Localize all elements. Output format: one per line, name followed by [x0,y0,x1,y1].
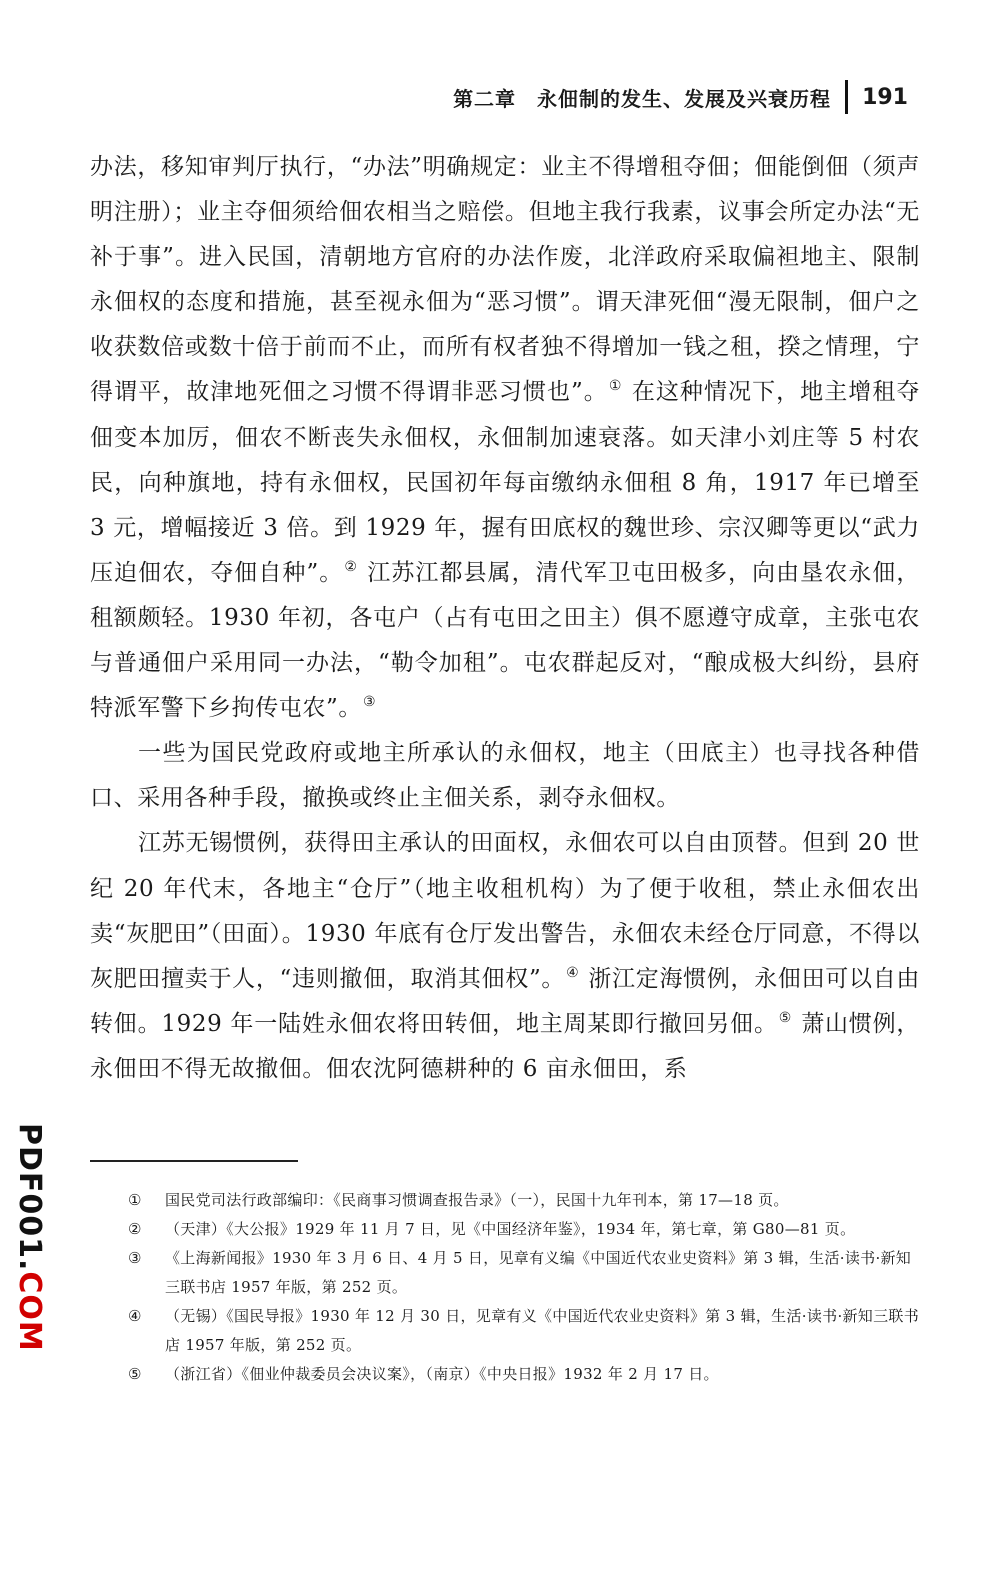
watermark [11,1123,47,1352]
running-header [453,78,908,116]
body-text [90,145,920,1092]
footnote-3 [128,1244,920,1302]
watermark-part-1: PDF001. [12,1123,47,1272]
text-run: 一些为国民党政府或地主所承认的永佃权，地主（田底主）也寻找各种借口、采用各种手段，撤换或终止主佃关系，剥夺永佃权。 [90,740,920,812]
footnote-2 [128,1215,920,1244]
footnote-number: ① [128,1191,142,1209]
footnote-ref-2[interactable]: ② [344,558,358,575]
footnote-ref-4[interactable]: ④ [566,964,580,981]
footnote-ref-1[interactable]: ① [608,378,623,395]
header-divider [845,80,848,114]
footnote-1 [128,1186,920,1215]
text-run: 办法，移知审判厅执行，“办法”明确规定：业主不得增租夺佃；佃能倒佃（须声明注册）；业主夺佃须给佃农相当之赔偿。但地主我行我素，议事会所定办法“无补于事”。进入民国，清朝地方官府的办法作废，北洋政府采取偏袒地主、限制永佃权的态度和措施，甚至视永佃为“恶习惯”。谓天津死佃“漫无限制，佃户之收获数倍或数十倍于前而不止，而所有权者独不得增加一钱之租，揆之情理，宁得谓平，故津地死佃之习惯不得谓非恶习惯也”。 [90,154,920,406]
footnote-number: ④ [128,1307,142,1325]
paragraph-1 [90,145,920,731]
footnote-ref-5[interactable]: ⑤ [778,1009,793,1026]
text-run: 浙江定海惯例，永佃田可以自由转佃。1929 年一陆姓永佃农将田转佃，地主周某即行撤回另佃。 [90,965,920,1037]
text-run: 萧山惯例，永佃田不得无故撤佃。佃农沈阿德耕种的 6 亩永佃田，系 [90,1010,921,1082]
footnote-text: 《上海新闻报》1930 年 3 月 6 日、4 月 5 日，见章有义编《中国近代农业史资料》第 3 辑，生活·读书·新知三联书店 1957 年版，第 252 页。 [165,1249,912,1296]
paragraph-2 [90,731,920,821]
text-run: 江苏江都县属，清代军卫屯田极多，向由垦农永佃，租额颇轻。1930 年初，各屯户（占有屯田之田主）俱不愿遵守成章，主张屯农与普通佃户采用同一办法，“勒令加租”。屯农群起反对，“酿成极大纠纷，县府特派军警下乡拘传屯农”。 [90,559,921,722]
paragraph-3 [90,821,920,1092]
footnotes [128,1186,920,1389]
footnote-text: （无锡）《国民导报》1930 年 12 月 30 日，见章有义《中国近代农业史资料》第 3 辑，生活·读书·新知三联书店 1957 年版，第 252 页。 [165,1307,920,1354]
footnote-number: ② [128,1220,142,1238]
page-number: 191 [862,84,908,110]
footnote-text: （浙江省）《佃业仲裁委员会决议案》，（南京）《中央日报》1932 年 2 月 17 日。 [165,1365,719,1383]
footnote-text: （天津）《大公报》1929 年 11 月 7 日，见《中国经济年鉴》，1934 年，第七章，第 G80—81 页。 [165,1220,856,1238]
watermark-part-2: COM [12,1271,47,1352]
footnote-ref-3[interactable]: ③ [362,694,377,711]
footnote-number: ③ [128,1249,142,1267]
footnote-5 [128,1360,920,1389]
footnote-number: ⑤ [128,1365,142,1383]
footnote-text: 国民党司法行政部编印：《民商事习惯调查报告录》（一），民国十九年刊本，第 17—18 页。 [165,1191,789,1209]
footnote-divider [90,1160,298,1162]
text-run: 在这种情况下，地主增租夺佃变本加厉，佃农不断丧失永佃权，永佃制加速衰落。如天津小刘庄等 5 村农民，向种旗地，持有永佃权，民国初年每亩缴纳永佃租 8 角，1917 年已增至 3 元，增幅接近 3 倍。到 1929 年，握有田底权的魏世珍、宗汉卿等更以“武力压迫佃农，夺佃自种”。 [90,379,920,586]
text-run: 江苏无锡惯例，获得田主承认的田面权，永佃农可以自由顶替。但到 20 世纪 20 年代末，各地主“仓厅”（地主收租机构）为了便于收租，禁止永佃农出卖“灰肥田”（田面）。1930 年底有仓厅发出警告，永佃农未经仓厅同意，不得以灰肥田擅卖于人，“违则撤佃，取消其佃权”。 [90,830,920,992]
chapter-title: 第二章 永佃制的发生、发展及兴衰历程 [453,86,832,111]
footnote-4 [128,1302,920,1360]
